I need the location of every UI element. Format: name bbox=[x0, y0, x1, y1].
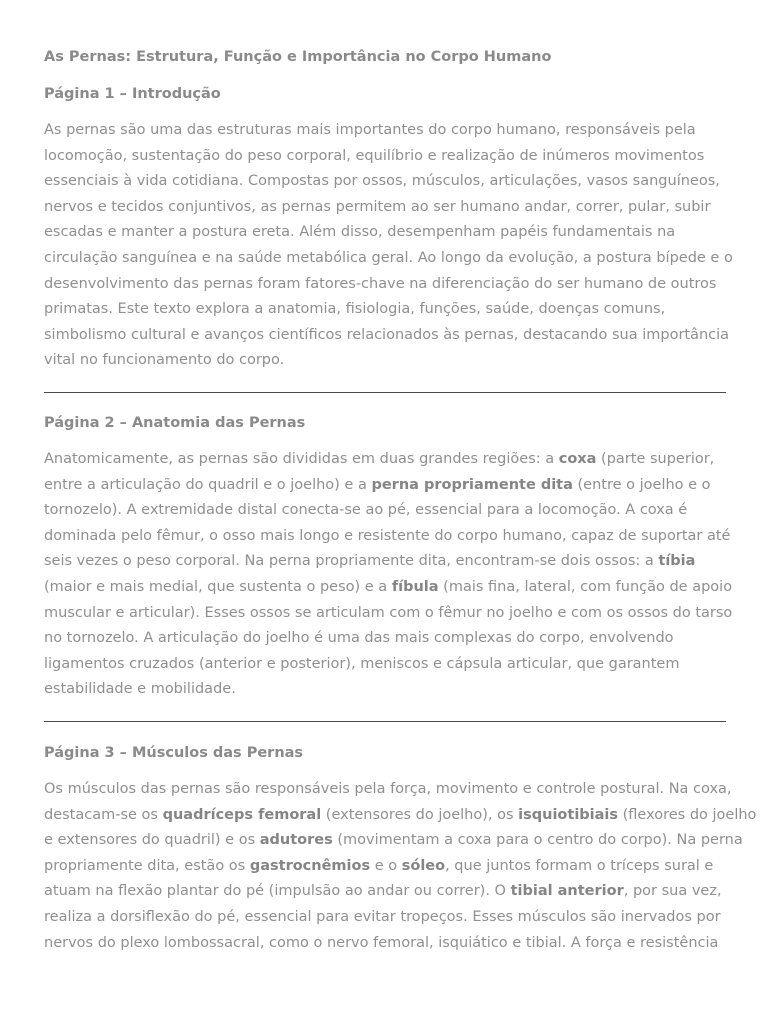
bold-term: tíbia bbox=[658, 553, 696, 570]
text-run: estabilidade e mobilidade. bbox=[44, 681, 236, 698]
paragraph-line bbox=[44, 854, 726, 880]
text-run: (parte superior, bbox=[596, 451, 715, 467]
paragraph-line bbox=[44, 626, 726, 652]
section-heading-introducao: Página 1 – Introdução bbox=[44, 86, 221, 102]
section-paragraph-introducao bbox=[44, 118, 733, 374]
text-run: (maior e mais medial, que sustenta o peso) e a bbox=[44, 578, 392, 595]
paragraph-line bbox=[44, 348, 726, 374]
text-run: , por sua vez, bbox=[623, 883, 722, 900]
text-run: As pernas são uma das estruturas mais importantes do corpo humano, responsáveis pela bbox=[44, 122, 696, 138]
paragraph-line bbox=[44, 652, 726, 678]
bold-term: sóleo bbox=[401, 857, 446, 874]
text-run: Anatomicamente, as pernas são divididas em duas grandes regiões: a bbox=[44, 451, 559, 467]
paragraph-line bbox=[44, 677, 726, 703]
text-run: desenvolvimento das pernas foram fatores-chave na diferenciação do ser humano de outros bbox=[44, 275, 717, 292]
bold-term: gastrocnêmios bbox=[249, 857, 371, 874]
text-run: primatas. Este texto explora a anatomia, fisiologia, funções, saúde, doenças comuns, bbox=[44, 301, 666, 318]
section-divider bbox=[44, 721, 726, 722]
bold-term: quadríceps femoral bbox=[162, 806, 322, 823]
text-run: essenciais à vida cotidiana. Compostas por ossos, músculos, articulações, vasos sanguíneos, bbox=[44, 173, 720, 190]
section-paragraph-musculos bbox=[44, 777, 757, 956]
bold-term: isquiotibiais bbox=[518, 806, 619, 823]
text-run: (entre o joelho e o bbox=[572, 476, 711, 493]
bold-term: fíbula bbox=[391, 578, 439, 595]
paragraph-line bbox=[44, 601, 733, 627]
paragraph-line bbox=[44, 803, 757, 829]
text-run: Os músculos das pernas são responsáveis pela força, movimento e controle postural. Na coxa, bbox=[44, 781, 732, 797]
paragraph-line bbox=[44, 473, 726, 499]
paragraph-line bbox=[44, 575, 733, 601]
text-run: (extensores do joelho), os bbox=[321, 806, 519, 823]
text-run: e extensores do quadril) e os bbox=[44, 832, 260, 849]
bold-term: coxa bbox=[558, 451, 597, 467]
text-run: (movimentam a coxa para o centro do corpo). Na perna bbox=[332, 832, 743, 849]
paragraph-line bbox=[44, 323, 730, 349]
text-run: vital no funcionamento do corpo. bbox=[44, 352, 285, 369]
paragraph-line bbox=[44, 447, 726, 473]
paragraph-line bbox=[44, 498, 726, 524]
text-run: atuam na flexão plantar do pé (impulsão ao andar ou correr). O bbox=[44, 883, 511, 900]
paragraph-line bbox=[44, 144, 726, 170]
paragraph-line bbox=[44, 169, 726, 195]
paragraph-line bbox=[44, 777, 732, 803]
paragraph-line bbox=[44, 931, 726, 957]
text-run: simbolismo cultural e avanços científicos relacionados às pernas, destacando sua importância bbox=[44, 326, 730, 343]
paragraph-line bbox=[44, 905, 726, 931]
text-run: (mais fina, lateral, com função de apoio bbox=[438, 578, 733, 595]
text-run: no tornozelo. A articulação do joelho é uma das mais complexas do corpo, envolvendo bbox=[44, 630, 674, 647]
text-run: destacam-se os bbox=[44, 806, 163, 823]
paragraph-line bbox=[44, 879, 726, 905]
text-run: , que juntos formam o tríceps sural e bbox=[445, 857, 714, 874]
text-run: (flexores do joelho bbox=[618, 806, 757, 823]
text-run: ligamentos cruzados (anterior e posterior), meniscos e cápsula articular, que garantem bbox=[44, 655, 680, 672]
bold-term: adutores bbox=[259, 832, 333, 849]
paragraph-line bbox=[44, 246, 733, 272]
text-run: locomoção, sustentação do peso corporal, equilíbrio e realização de inúmeros movimentos bbox=[44, 147, 705, 164]
paragraph-line bbox=[44, 195, 726, 221]
section-heading-anatomia: Página 2 – Anatomia das Pernas bbox=[44, 415, 306, 431]
document-title: As Pernas: Estrutura, Função e Importância no Corpo Humano bbox=[44, 49, 552, 65]
text-run: circulação sanguínea e na saúde metabólica geral. Ao longo da evolução, a postura bípede e o bbox=[44, 249, 733, 266]
paragraph-line bbox=[44, 828, 743, 854]
section-paragraph-anatomia bbox=[44, 447, 733, 703]
paragraph-line bbox=[44, 272, 726, 298]
text-run: escadas e manter a postura ereta. Além disso, desempenham papéis fundamentais na bbox=[44, 224, 676, 241]
text-run: e o bbox=[370, 857, 402, 874]
text-run: tornozelo). A extremidade distal conecta-se ao pé, essencial para a locomoção. A coxa é bbox=[44, 502, 688, 519]
text-run: nervos do plexo lombossacral, como o nervo femoral, isquiático e tibial. A força e resistência bbox=[44, 934, 719, 951]
text-run: seis vezes o peso corporal. Na perna propriamente dita, encontram-se dois ossos: a bbox=[44, 553, 659, 570]
text-run: entre a articulação do quadril e o joelho) e a bbox=[44, 476, 372, 493]
text-run: muscular e articular). Esses ossos se articulam com o fêmur no joelho e com os ossos do tarso bbox=[44, 604, 733, 621]
text-run: nervos e tecidos conjuntivos, as pernas permitem ao ser humano andar, correr, pular, subir bbox=[44, 198, 711, 215]
paragraph-line bbox=[44, 220, 726, 246]
section-heading-musculos: Página 3 – Músculos das Pernas bbox=[44, 745, 304, 761]
text-run: propriamente dita, estão os bbox=[44, 857, 250, 874]
paragraph-line bbox=[44, 549, 726, 575]
section-divider bbox=[44, 392, 726, 393]
text-run: dominada pelo fêmur, o osso mais longo e resistente do corpo humano, capaz de suportar até bbox=[44, 527, 731, 544]
paragraph-line bbox=[44, 118, 726, 144]
bold-term: tibial anterior bbox=[510, 883, 624, 900]
paragraph-line bbox=[44, 297, 726, 323]
text-run: realiza a dorsiflexão do pé, essencial para evitar tropeços. Esses músculos são inervados por bbox=[44, 908, 721, 925]
bold-term: perna propriamente dita bbox=[371, 476, 573, 493]
paragraph-line bbox=[44, 524, 731, 550]
